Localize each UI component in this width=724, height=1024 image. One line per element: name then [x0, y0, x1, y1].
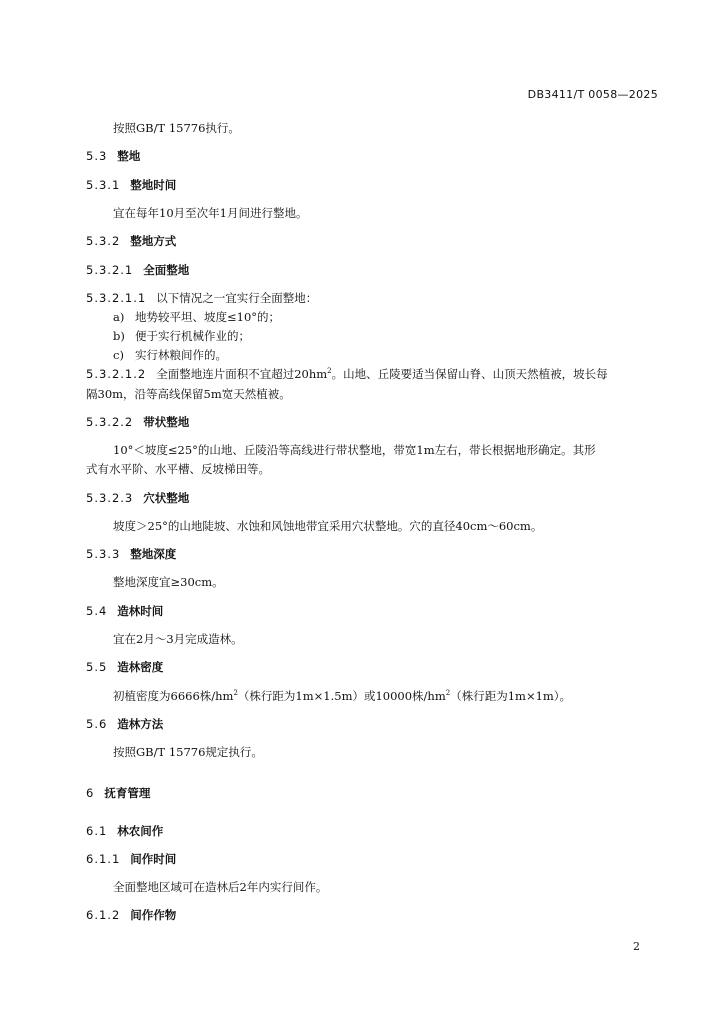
list-marker: c) [113, 348, 124, 362]
section-title: 整地深度 [130, 547, 177, 561]
section-number: 6.1.2 [86, 908, 121, 922]
document-code-header: DB3411/T 0058—2025 [527, 88, 658, 101]
section-heading-6-1-1 [86, 851, 176, 867]
section-title: 带状整地 [143, 415, 190, 429]
list-item [113, 309, 280, 325]
paragraph-text: （株行距为1m×1.5m）或10000株/hm [237, 689, 446, 703]
list-item [113, 347, 227, 363]
section-heading-5-3-2-2 [86, 414, 189, 430]
section-number: 5.5 [86, 660, 108, 674]
paragraph: 宜在2月～3月完成造林。 [113, 632, 243, 646]
clause-number: 5.3.2.1.1 [86, 291, 147, 305]
paragraph [113, 688, 571, 704]
superscript: 2 [327, 367, 332, 376]
section-number: 5.6 [86, 717, 108, 731]
paragraph-text: 初植密度为6666株/hm [113, 689, 234, 703]
section-number: 6.1 [86, 824, 108, 838]
paragraph: 10°＜坡度≤25°的山地、丘陵沿等高线进行带状整地，带宽1m左右，带长根据地形确定。其形 [113, 443, 596, 457]
list-marker: a) [113, 310, 125, 324]
paragraph: 按照GB/T 15776执行。 [113, 121, 240, 135]
clause-text: 全面整地连片面积不宜超过20hm [156, 367, 328, 381]
list-text: 便于实行机械作业的； [135, 329, 250, 343]
paragraph: 按照GB/T 15776规定执行。 [113, 745, 263, 759]
section-title: 间作时间 [130, 852, 177, 866]
section-heading-5-3-2 [86, 233, 176, 249]
section-title: 整地 [117, 149, 141, 163]
clause-5-3-2-1-1 [86, 290, 317, 306]
section-title: 全面整地 [143, 263, 190, 277]
section-title: 间作作物 [130, 908, 177, 922]
paragraph: 整地深度宜≥30cm。 [113, 575, 224, 589]
section-heading-5-3 [86, 148, 140, 164]
paragraph: 全面整地区域可在造林后2年内实行间作。 [113, 880, 328, 894]
paragraph-text: （株行距为1m×1m）。 [450, 689, 572, 703]
paragraph-continuation: 式有水平阶、水平槽、反坡梯田等。 [86, 462, 270, 476]
section-heading-5-4 [86, 603, 163, 619]
section-number: 5.3.2 [86, 234, 121, 248]
section-heading-5-6 [86, 716, 163, 732]
list-marker: b) [113, 329, 125, 343]
section-title: 抚育管理 [104, 786, 151, 800]
section-number: 5.3.3 [86, 547, 121, 561]
section-number: 5.4 [86, 604, 108, 618]
section-title: 造林方法 [117, 717, 164, 731]
section-number: 6 [86, 786, 95, 800]
section-number: 5.3.2.3 [86, 491, 134, 505]
section-title: 整地时间 [130, 178, 177, 192]
list-text: 地势较平坦、坡度≤10°的； [135, 310, 281, 324]
paragraph-continuation: 隔30m，沿等高线保留5m宽天然植被。 [86, 387, 291, 401]
section-heading-5-3-1 [86, 177, 176, 193]
list-item [113, 328, 250, 344]
chapter-heading-6 [86, 785, 150, 801]
section-title: 造林时间 [117, 604, 164, 618]
section-heading-5-3-3 [86, 546, 176, 562]
clause-number: 5.3.2.1.2 [86, 367, 147, 381]
section-heading-6-1-2 [86, 907, 176, 923]
section-heading-6-1 [86, 823, 163, 839]
paragraph: 宜在每年10月至次年1月间进行整地。 [113, 206, 308, 220]
section-number: 6.1.1 [86, 852, 121, 866]
section-heading-5-3-2-3 [86, 490, 189, 506]
clause-text: 以下情况之一宜实行全面整地： [156, 291, 318, 305]
section-number: 5.3.2.2 [86, 415, 134, 429]
section-number: 5.3 [86, 149, 108, 163]
page-number: 2 [633, 940, 640, 953]
section-title: 造林密度 [117, 660, 164, 674]
clause-5-3-2-1-2 [86, 366, 608, 382]
list-text: 实行林粮间作的。 [135, 348, 227, 362]
superscript: 2 [233, 689, 238, 698]
section-number: 5.3.2.1 [86, 263, 134, 277]
section-title: 整地方式 [130, 234, 177, 248]
section-title: 穴状整地 [143, 491, 190, 505]
section-heading-5-3-2-1 [86, 262, 189, 278]
section-number: 5.3.1 [86, 178, 121, 192]
paragraph: 坡度＞25°的山地陡坡、水蚀和风蚀地带宜采用穴状整地。穴的直径40cm～60cm。 [113, 519, 543, 533]
clause-text: 。山地、丘陵要适当保留山脊、山顶天然植被，坡长每 [331, 367, 608, 381]
section-title: 林农间作 [117, 824, 164, 838]
section-heading-5-5 [86, 659, 163, 675]
superscript: 2 [445, 689, 451, 698]
